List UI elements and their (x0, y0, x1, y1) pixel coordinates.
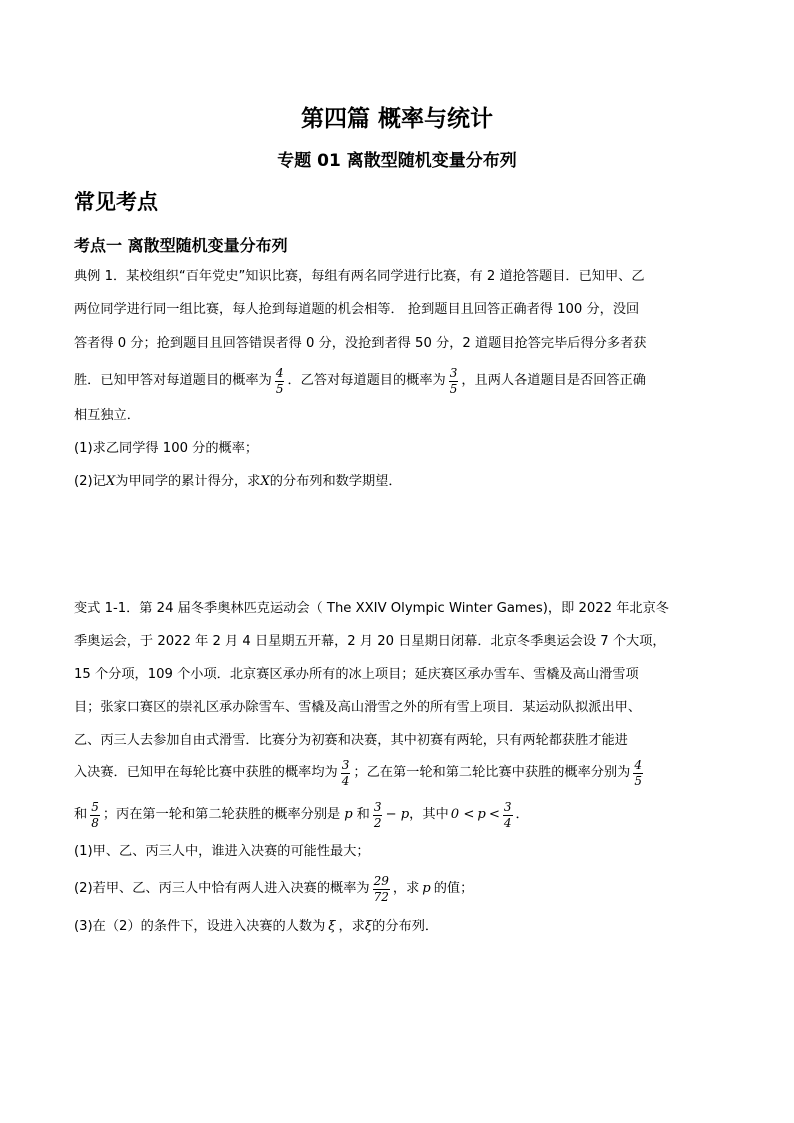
variant-text: ；丙在第一轮和第二轮获胜的概率分别是 (102, 807, 341, 822)
fraction-five-eighths (90, 801, 100, 830)
question-text: 的值； (433, 881, 474, 896)
fraction-numerator: 4 (634, 757, 642, 772)
question-text: 为甲同学的累计得分，求 (115, 474, 261, 489)
example-1-text: ．乙答对每道题目的概率为 (287, 373, 446, 388)
inequality-left: 0 < (450, 807, 475, 822)
page-title: 第四篇 概率与统计 (300, 106, 493, 132)
question-text: (2)记 (74, 474, 106, 489)
fraction-denominator: 5 (449, 381, 458, 396)
fraction-denominator: 2 (373, 815, 382, 830)
variant-line-1: 变式 1-1．第 24 届冬季奥林匹克运动会（ The XXIV Olympic Winter Games)，即 2022 年北京冬 (74, 601, 669, 616)
variant-text: ． (515, 807, 529, 822)
question-text: 的分布列和数学期望． (269, 474, 402, 489)
fraction-numerator: 3 (449, 365, 458, 380)
fraction-denominator: 5 (634, 773, 642, 788)
fraction-numerator: 4 (275, 365, 284, 380)
variant-question-1: (1)甲、乙、丙三人中，谁进入决赛的可能性最大； (74, 844, 370, 859)
fraction-numerator: 29 (373, 873, 389, 888)
variable-x: X (260, 474, 270, 489)
example-1-question-2 (74, 473, 402, 491)
fraction-denominator: 72 (373, 889, 389, 904)
variable-p: p (422, 881, 431, 896)
variable-p: p (344, 807, 353, 822)
fraction-four-fifths (275, 367, 285, 396)
page-subtitle: 专题 01 离散型随机变量分布列 (277, 151, 517, 171)
fraction-three-halves (373, 801, 383, 830)
fraction-numerator: 3 (503, 799, 512, 814)
question-text: (2)若甲、乙、丙三人中恰有两人进入决赛的概率为 (74, 881, 370, 896)
variant-line-3: 15 个分项，109 个小项．北京赛区承办所有的冰上项目；延庆赛区承办雪车、雪橇及高山滑雪项 (74, 667, 639, 682)
variant-line-5: 乙、丙三人去参加自由式滑雪．比赛分为初赛和决赛，其中初赛有两轮，只有两轮都获胜才能进 (74, 733, 628, 748)
fraction-denominator: 4 (341, 773, 350, 788)
variant-line-6 (74, 754, 646, 792)
variant-text: 和 (74, 807, 88, 822)
variable-xi: ξ (364, 919, 373, 934)
variant-text: ；乙在第一轮和第二轮比赛中获胜的概率分别为 (353, 765, 631, 780)
fraction-denominator: 8 (91, 815, 99, 830)
fraction-numerator: 3 (341, 757, 350, 772)
variable-p: p (477, 807, 486, 822)
example-1-line-4 (74, 363, 646, 399)
minus-p: − p (385, 807, 410, 822)
question-text: (3)在（2）的条件下，设进入决赛的人数为 (74, 919, 326, 934)
fraction-denominator: 5 (275, 381, 284, 396)
example-1-line-1: 典例 1．某校组织“百年党史”知识比赛，每组有两名同学进行比赛，有 2 道抢答题目．已知甲、乙 (74, 269, 645, 284)
variant-question-3 (74, 918, 438, 936)
example-1-question-1: (1)求乙同学得 100 分的概率； (74, 441, 259, 456)
fraction-denominator: 4 (503, 815, 512, 830)
inequality-right: < (488, 807, 500, 822)
subsection-heading: 考点一 离散型随机变量分布列 (74, 236, 288, 255)
example-1-text: 胜．已知甲答对每道题目的概率为 (74, 373, 272, 388)
variant-line-2: 季奥运会，于 2022 年 2 月 4 日星期五开幕，2 月 20 日星期日闭幕．北京冬季奥运会设 7 个大项， (74, 634, 666, 649)
example-1-line-5: 相互独立． (74, 408, 140, 423)
fraction-four-fifths (633, 759, 643, 788)
variant-question-2 (74, 870, 473, 908)
variable-x: X (105, 474, 116, 489)
example-1-line-3: 答者得 0 分；抢到题目且回答错误者得 0 分，没抢到者得 50 分，2 道题目抢答完毕后得分多者获 (74, 336, 647, 351)
variant-text: 入决赛．已知甲在每轮比赛中获胜的概率均为 (74, 765, 338, 780)
question-text: ，求 (392, 881, 420, 896)
example-1-text: ，且两人各道题目是否回答正确 (461, 373, 646, 388)
variant-text: ，其中 (409, 807, 449, 822)
example-1-line-2: 两位同学进行同一组比赛，每人抢到每道题的机会相等． 抢到题目且回答正确者得 100 分，没回 (74, 302, 640, 317)
variant-line-4: 目；张家口赛区的崇礼区承办除雪车、雪橇及高山滑雪之外的所有雪上项目．某运动队拟派出甲、 (74, 700, 642, 715)
fraction-three-quarters (503, 801, 513, 830)
fraction-three-fifths (449, 367, 459, 396)
section-heading: 常见考点 (74, 190, 158, 214)
fraction-numerator: 3 (373, 799, 382, 814)
variant-text: 和 (356, 807, 370, 822)
fraction-29-72 (373, 875, 390, 904)
fraction-three-quarters (341, 759, 351, 788)
variant-line-7 (74, 796, 529, 834)
variable-xi: ξ (328, 919, 336, 934)
question-text: ，求 (338, 919, 365, 934)
question-text: 的分布列． (372, 919, 439, 934)
fraction-numerator: 5 (91, 799, 99, 814)
